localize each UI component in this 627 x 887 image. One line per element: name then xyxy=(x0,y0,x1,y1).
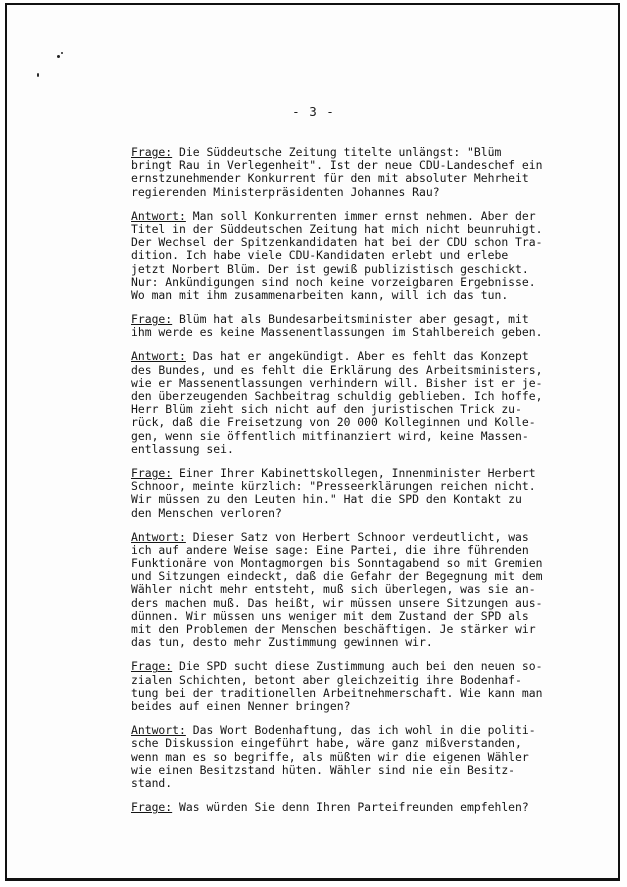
line-text: stand. xyxy=(131,775,173,790)
answer-label: Antwort: xyxy=(131,208,186,223)
line-text: Die Süddeutsche Zeitung titelte unlängst: "Blüm xyxy=(172,145,502,159)
line-text: Wir müssen zu den Leuten hin." Hat die SPD den Kontakt zu xyxy=(131,492,522,507)
line-text: das tun, desto mehr Zustimmung gewinnen wir. xyxy=(131,635,433,650)
scan-speck xyxy=(37,73,39,77)
text-line xyxy=(131,777,581,790)
line-text: entlassung sei. xyxy=(131,441,234,456)
line-text: Blüm hat als Bundesarbeitsminister aber gesagt, mit xyxy=(172,312,529,327)
text-line xyxy=(131,443,581,456)
line-text: Funktionäre von Montagmorgen bis Sonntagabend so mit Gremien xyxy=(131,556,543,571)
text-line xyxy=(131,700,581,713)
line-text: und Sitzungen eindeckt, daß die Gefahr der Begegnung mit dem xyxy=(131,569,543,584)
line-text: ich auf andere Weise sage: Eine Partei, die ihre führenden xyxy=(131,542,529,557)
text-line xyxy=(131,636,581,649)
line-text: den überzeugenden Sachbeitrag schuldig geblieben. Ich hoffe, xyxy=(131,389,543,403)
line-text: regierenden Ministerpräsidenten Johannes Rau? xyxy=(131,184,440,199)
line-text: dition. Ich habe viele CDU-Kandidaten erlebt und erlebe xyxy=(131,248,509,263)
line-text: des Bundes, und es fehlt die Erklärung des Arbeitsministers, xyxy=(131,362,543,377)
question-paragraph xyxy=(131,660,581,713)
line-text: bringt Rau in Verlegenheit". Ist der neue CDU-Landeschef ein xyxy=(131,158,543,173)
line-text: beides auf einen Nenner bringen? xyxy=(131,698,351,713)
question-label: Frage: xyxy=(131,465,173,480)
answer-paragraph xyxy=(131,210,581,302)
text-line xyxy=(131,186,581,199)
line-text: jetzt Norbert Blüm. Der ist gewiß publizistisch geschickt. xyxy=(131,261,529,276)
question-label: Frage: xyxy=(131,145,173,159)
question-label: Frage: xyxy=(131,659,173,674)
line-text: Wähler nicht mehr entsteht, muß sich überlegen, was sie an- xyxy=(131,582,536,597)
question-paragraph xyxy=(131,146,581,199)
text-line xyxy=(131,289,581,302)
question-label: Frage: xyxy=(131,312,173,327)
line-text: wie einen Besitzstand hüten. Wähler sind nie ein Besitz- xyxy=(131,762,516,777)
line-text: Herr Blüm zieht sich nicht auf den juristischen Trick zu- xyxy=(131,402,522,417)
line-text: Titel in der Süddeutschen Zeitung hat mich nicht beunruhigt. xyxy=(131,221,543,236)
line-text: Dieser Satz von Herbert Schnoor verdeutlicht, was xyxy=(185,529,529,544)
line-text: mit den Problemen der Menschen beschäftigen. Je stärker wir xyxy=(131,622,536,636)
line-text: rück, daß die Freisetzung von 20 000 Kolleginnen und Kolle- xyxy=(131,415,536,430)
question-paragraph xyxy=(131,313,581,339)
line-text: Das hat er angekündigt. Aber es fehlt das Konzept xyxy=(185,349,529,364)
answer-label: Antwort: xyxy=(131,529,186,544)
interview-text xyxy=(131,146,581,825)
text-line xyxy=(131,801,581,814)
line-text: gen, wenn sie öffentlich mitfinanziert wird, keine Massen- xyxy=(131,428,529,443)
line-text: zialen Schichten, betont aber gleichzeitig ihre Bodenhaf- xyxy=(131,672,522,687)
line-text: wenn man es so begriffe, als müßten wir die eigenen Wähler xyxy=(131,749,529,764)
line-text: Was würden Sie denn Ihren Parteifreunden empfehlen? xyxy=(172,800,529,815)
question-paragraph xyxy=(131,801,581,814)
line-text: ders machen muß. Das heißt, wir müssen unsere Sitzungen aus- xyxy=(131,595,543,610)
line-text: tung bei der traditionellen Arbeitnehmerschaft. Wie kann man xyxy=(131,685,543,700)
line-text: Das Wort Bodenhaftung, das ich wohl in die politi- xyxy=(185,723,536,738)
line-text: Nur: Ankündigungen sind noch keine vorzeigbaren Ergebnisse. xyxy=(131,274,536,289)
line-text: Der Wechsel der Spitzenkandidaten hat bei der CDU schon Tra- xyxy=(131,235,543,250)
line-text: Wo man mit ihm zusammenarbeiten kann, will ich das tun. xyxy=(131,287,509,302)
line-text: Schnoor, meinte kürzlich: "Presseerklärungen reichen nicht. xyxy=(131,479,536,494)
text-line xyxy=(131,507,581,520)
text-line xyxy=(131,764,581,777)
line-text: Einer Ihrer Kabinettskollegen, Innenminister Herbert xyxy=(172,465,536,480)
line-text: Man soll Konkurrenten immer ernst nehmen. Aber der xyxy=(185,208,536,223)
question-paragraph xyxy=(131,467,581,520)
line-text: dünnen. Wir müssen uns weniger mit dem Zustand der SPD als xyxy=(131,608,529,623)
answer-paragraph xyxy=(131,531,581,650)
answer-label: Antwort: xyxy=(131,349,186,364)
answer-paragraph xyxy=(131,350,581,456)
line-text: wie er Massenentlassungen verhindern will. Bisher ist er je- xyxy=(131,375,543,390)
page-number: - 3 - xyxy=(292,104,335,119)
question-label: Frage: xyxy=(131,800,173,815)
line-text: ihm werde es keine Massenentlassungen im Stahlbereich geben. xyxy=(131,325,543,340)
line-text: sche Diskussion eingeführt habe, wäre ganz mißverstanden, xyxy=(131,736,522,751)
answer-paragraph xyxy=(131,724,581,790)
scan-speck xyxy=(61,52,63,54)
scan-speck xyxy=(57,55,60,58)
answer-label: Antwort: xyxy=(131,723,186,738)
text-line xyxy=(131,326,581,339)
line-text: den Menschen verloren? xyxy=(131,505,282,520)
line-text: Die SPD sucht diese Zustimmung auch bei den neuen so- xyxy=(172,659,543,674)
line-text: ernstzunehmender Konkurrent für den mit absoluter Mehrheit xyxy=(131,171,529,186)
